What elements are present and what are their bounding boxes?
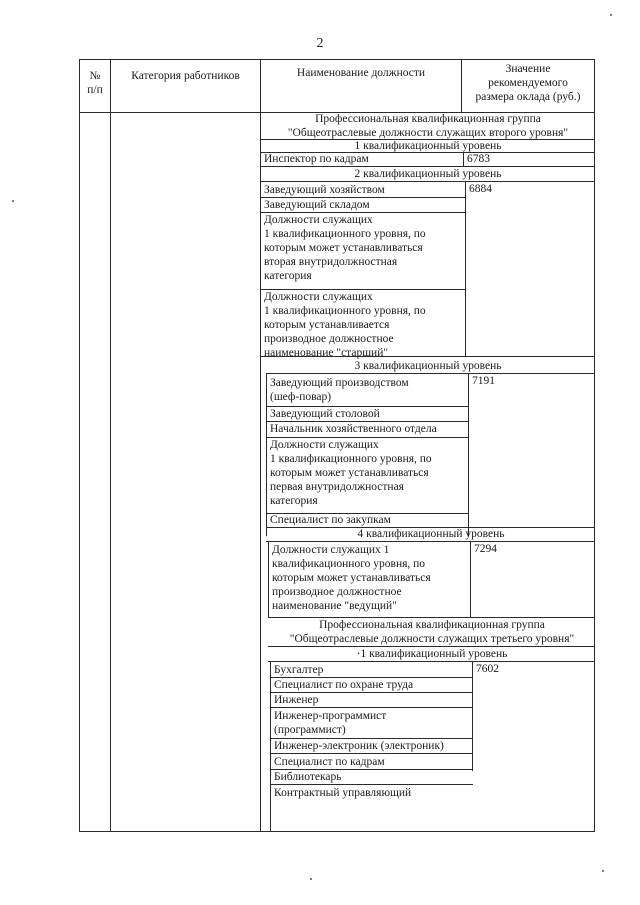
header-num: № п/п [87,70,103,96]
position-name: Инженер-электроник (электроник) [274,740,444,752]
position-name: Заведующий производством (шеф-повар) [270,377,409,403]
position-name: Должности служащих 1 квалификационного уровня, по которым может устанавливаться производное должностное наименование "ведущий" [272,544,431,612]
position-name: Инспектор по кадрам [264,153,369,165]
page-number: 2 [316,36,324,51]
level-label: 4 квалификационный уровень [357,528,505,540]
position-name: Специалист по закупкам [270,514,391,526]
position-name: Заведующий складом [264,199,370,211]
position-name: Специалист по кадрам [274,756,385,768]
header-salary: Значение рекомендуемого размера оклада (руб.) [475,63,581,103]
position-name: Бухгалтер [274,664,324,676]
position-name: Заведующий хозяйством [264,184,385,196]
position-name: Контрактный управляющий [274,787,412,799]
position-name: Библиотекарь [274,771,342,783]
position-name: Начальник хозяйственного отдела [270,423,437,435]
position-name: Должности служащих 1 квалификационного уровня, по которым может устанавливаться первая внутридолжностная категория [270,439,432,507]
position-name: Инженер [274,694,319,706]
scan-speck [602,870,604,872]
salary-value: 7602 [476,663,499,675]
position-name: Должности служащих 1 квалификационного уровня, по которым устанавливается производное должностное наименование "старший" [264,291,426,359]
salary-value: 7294 [474,543,497,555]
group-title: Профессиональная квалификационная группа "Общеотраслевые должности служащих второго уровня" [287,113,569,139]
scan-speck [12,200,14,202]
level-label: 2 квалификационный уровень [354,168,502,180]
salary-value: 6884 [469,183,492,195]
level-label: 1 квалификационный уровень [354,140,502,152]
position-name: Заведующий столовой [270,408,380,420]
level-label: ·1 квалификационный уровень [356,648,508,660]
scan-speck [610,14,612,16]
position-name: Должности служащих 1 квалификационного уровня, по которым может устанавливаться вторая внутридолжностная категория [264,214,426,282]
salary-value: 6783 [467,153,490,165]
group-title: Профессиональная квалификационная группа "Общеотраслевые должности служащих третьего уровня" [289,619,575,645]
salary-value: 7191 [472,375,495,387]
position-name: Инженер-программист (программист) [274,710,387,736]
position-name: Специалист по охране труда [274,679,414,691]
scan-speck [310,878,312,880]
header-position: Наименование должности [296,67,426,79]
header-category: Категория работников [131,70,240,82]
level-label: 3 квалификационный уровень [354,360,502,372]
